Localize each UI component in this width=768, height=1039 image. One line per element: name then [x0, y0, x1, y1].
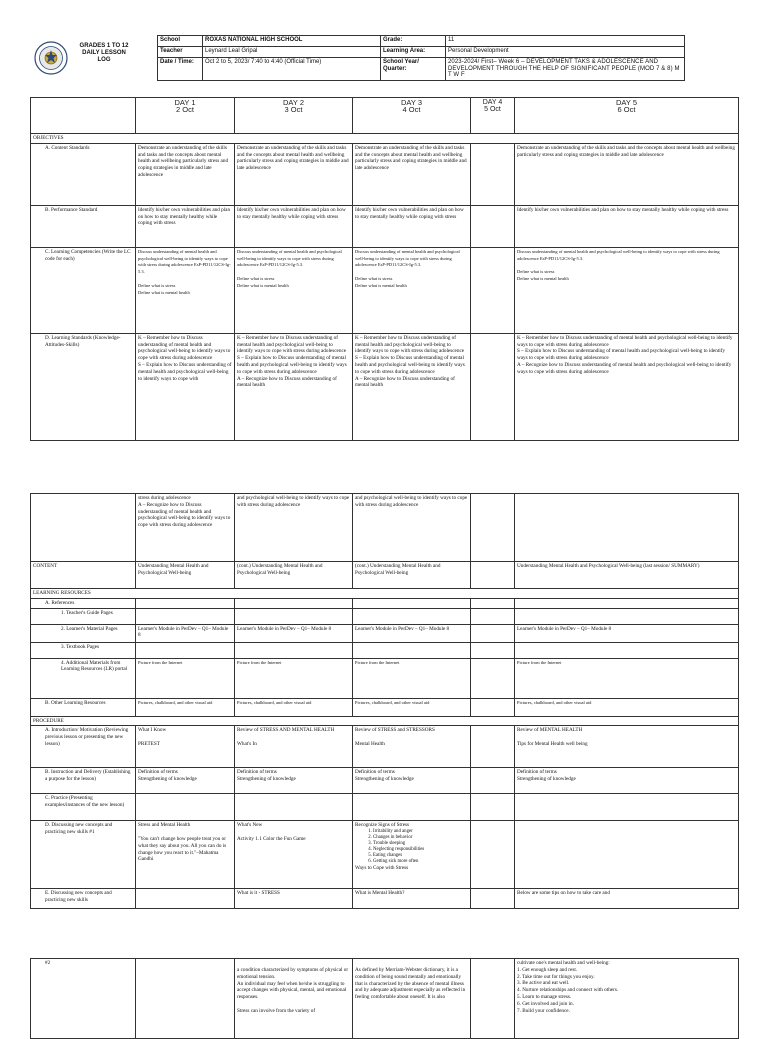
learning-competencies-label: C. Learning Competencies (Write the LC code for each)	[31, 247, 136, 333]
cell: What is it - STRESS	[235, 889, 353, 909]
cell	[515, 821, 739, 889]
cell: Definition of terms Strengthening of knowledge	[235, 768, 353, 794]
cell: Learner's Module in PerDev – Q1– Module 8	[136, 624, 235, 642]
cell: Picture from the Internet	[515, 658, 739, 698]
cell: Understanding Mental Health and Psychological Well-being (last session/ SUMMARY)	[515, 562, 739, 589]
cell: Review of MENTAL HEALTH Tips for Mental Health well being	[515, 726, 739, 768]
textbook-label: 3. Textbook Pages	[31, 642, 136, 658]
blank-header-cell	[31, 98, 136, 134]
cell: Demonstrate an understanding of the skills and tasks and the concepts about mental health and wellbeing particularly stress and coping strategies in middle and late adolescence	[515, 143, 739, 205]
cell: Understanding Mental Health and Psychological Well-being	[136, 562, 235, 589]
cell	[471, 333, 515, 440]
instruction-label: B. Instruction and Delivery (Establishing a purpose for the lesson)	[31, 768, 136, 794]
cell	[471, 624, 515, 642]
cell: What is Mental Health?	[353, 889, 471, 909]
learning-standards-row	[31, 333, 739, 440]
discussing-2-label: E. Discussing new concepts and practicing new skills	[31, 889, 136, 909]
cell	[471, 205, 515, 247]
cell	[471, 562, 515, 589]
other-resources-row	[31, 698, 739, 716]
school-label: School	[158, 36, 203, 47]
cell: Discuss understanding of mental health and psychological well-being to identify ways to cope with stress during adolescence EsP-PD11/12CS-Ig-5.3. Define what is stress Define what is mental health	[136, 247, 235, 333]
content-label: CONTENT	[31, 562, 136, 589]
cell: Discuss understanding of mental health and psychological well-being to identify ways to cope with stress during adolescence EsP-PD11/12CS-Ig-5.3. Define what is stress Define what is mental health	[353, 247, 471, 333]
cell: Definition of terms Strengthening of knowledge	[136, 768, 235, 794]
dll-table-page-1	[30, 97, 739, 441]
cell: Identify his/her own vulnerabilities and plan on how to stay mentally healthy while coping with stress	[136, 205, 235, 247]
cell: Review of STRESS AND MENTAL HEALTH What's In	[235, 726, 353, 768]
performance-standard-row	[31, 205, 739, 247]
cell: Learner's Module in PerDev – Q1– Module 8	[235, 624, 353, 642]
content-row	[31, 562, 739, 589]
cell: Identify his/her own vulnerabilities and plan on how to stay mentally healthy while coping with stress	[515, 205, 739, 247]
cell: Below are some tips on how to take care and	[515, 889, 739, 909]
cell: Definition of terms Strengthening of knowledge	[353, 768, 471, 794]
learners-material-row	[31, 624, 739, 642]
cell: cultivate one's mental health and well-being: 1. Get enough sleep and rest. 2. Take time out for things you enjoy. 3. Be active and eat well. 4. Nurture relationships and connect with others. 5. Learn to manage stress. 6. Get involved and join in. 7. Build your confidence.	[515, 959, 739, 1039]
practice-row	[31, 794, 739, 821]
learning-area-label: Learning Area:	[381, 47, 446, 58]
header-row-teacher	[158, 47, 685, 58]
cell	[136, 889, 235, 909]
day-header-row	[31, 98, 739, 134]
cell	[515, 494, 739, 562]
cell: What's New Activity 1.1 Color the Fun Game	[235, 821, 353, 889]
cell: (cont.) Understanding Mental Health and Psychological Well-being	[235, 562, 353, 589]
cell	[471, 768, 515, 794]
teacher-label: Teacher	[158, 47, 203, 58]
day-1-header: DAY 1 2 Oct	[136, 98, 235, 134]
textbook-row	[31, 642, 739, 658]
objectives-row	[31, 134, 739, 144]
cell: Review of STRESS and STRESSORS Mental Health	[353, 726, 471, 768]
performance-standard-label: B. Performance Standard	[31, 205, 136, 247]
date-time-label: Date / Time:	[158, 58, 203, 81]
deped-seal-logo	[34, 41, 68, 75]
cell: Picture from the Internet	[136, 658, 235, 698]
learning-resources-row	[31, 589, 739, 599]
cell: What I Know PRETEST	[136, 726, 235, 768]
cell: Pictures, chalkboard, and other visual aid	[515, 698, 739, 716]
cell	[471, 821, 515, 889]
cell: Definition of terms Strengthening of knowledge	[515, 768, 739, 794]
grade-label: Grade:	[381, 36, 446, 47]
references-label: A. References	[31, 598, 136, 608]
cell: Stress and Mental Health "You can't change how people treat you or what they say about you. All you can do is change how you react to it."–Mahatma Gandhi	[136, 821, 235, 889]
stress-signs-list: 1. Irritability and anger 2. Changes in behavior 3. Trouble sleeping 4. Neglecting responsibilities 5. Eating changes 6. Getting sick more often	[355, 829, 468, 865]
cell: Demonstrate an understanding of the skills and tasks and the concepts about mental health and wellbeing particularly stress and coping strategies in middle and late adolescence	[235, 143, 353, 205]
learning-competencies-row	[31, 247, 739, 333]
cell: Learner's Module in PerDev – Q1– Module 8	[515, 624, 739, 642]
day-4-header: DAY 4 5 Oct	[471, 98, 515, 134]
cell	[136, 959, 235, 1039]
cell	[471, 494, 515, 562]
cell: a condition characterized by symptoms of physical or emotional tension. An individual may feel when he/she is struggling to accept changes with physical, mental, and emotional responses. Stress can involve from the variety of	[235, 959, 353, 1039]
header-row-school	[158, 36, 685, 47]
cell: stress during adolescence A – Recognize how to Discuss understanding of mental health and psychological well-being to identify ways to cope with stress during adolescence	[136, 494, 235, 562]
additional-materials-label: 4. Additional Materials from Learning Resources (LR) portal	[31, 658, 136, 698]
cell: As defined by Merriam-Webster dictionary, it is a condition of being sound mentally and emotionally that is characterized by the absence of mental illness and by adequate adjustment especially as reflected in feeling comfortable about oneself. It is also	[353, 959, 471, 1039]
content-standards-row	[31, 143, 739, 205]
discussing-2-cont-row	[31, 959, 739, 1039]
cell: Demonstrate an understanding of the skills and tasks and the concepts about mental health and wellbeing particularly stress and coping strategies in middle and late adolescence	[353, 143, 471, 205]
cell: K – Remember how to Discuss understanding of mental health and psychological well-being to identify ways to cope with stress during adolescence S – Explain how to Discuss understanding of mental health and psychological well-being to identify ways to cope with	[136, 333, 235, 440]
discussing-1-row	[31, 821, 739, 889]
school-value: ROXAS NATIONAL HIGH SCHOOL	[203, 36, 381, 47]
cell: and psychological well-being to identify ways to cope with stress during adolescence	[353, 494, 471, 562]
cell: and psychological well-being to identify ways to cope with stress during adolescence	[235, 494, 353, 562]
teacher-value: Leynard Leal Gripal	[203, 47, 381, 58]
day-2-header: DAY 2 3 Oct	[235, 98, 353, 134]
practice-label: C. Practice (Presenting examples/instances of the new lesson)	[31, 794, 136, 821]
other-resources-label: B. Other Learning Resources	[31, 698, 136, 716]
discussing-1-label: D. Discussing new concepts and practicing new skills #1	[31, 821, 136, 889]
procedure-label: PROCEDURE	[31, 716, 739, 726]
instruction-row	[31, 768, 739, 794]
cell: Recognize Signs of Stress 1. Irritability and anger 2. Changes in behavior 3. Trouble sleeping 4. Neglecting responsibilities 5. Eating changes 6. Getting sick more often Ways to Cope with Stress	[353, 821, 471, 889]
content-standards-label: A. Content Standards	[31, 143, 136, 205]
cell	[471, 959, 515, 1039]
cell: (cont.) Understanding Mental Health and Psychological Well-being	[353, 562, 471, 589]
discussing-2-cont-label: #2	[31, 959, 136, 1039]
introduction-label: A. Introduction/ Motivation (Reviewing previous lesson or presenting the new lesson)	[31, 726, 136, 768]
school-year-label: School Year/ Quarter:	[381, 58, 446, 81]
learning-resources-label: LEARNING RESOURCES	[31, 589, 739, 599]
cell: Discuss understanding of mental health and psychological well-being to identify ways to cope with stress during adolescence EsP-PD11/12CS-Ig-5.3. Define what is stress Define what is mental health	[515, 247, 739, 333]
learners-material-label: 2. Learner's Material Pages	[31, 624, 136, 642]
cell: Picture from the Internet	[235, 658, 353, 698]
introduction-row	[31, 726, 739, 768]
cell	[471, 726, 515, 768]
header-info-table	[157, 35, 685, 81]
cell	[471, 143, 515, 205]
cell: Pictures, chalkboard, and other visual aid	[136, 698, 235, 716]
dll-table-page-3	[30, 958, 739, 1039]
cell: Identify his/her own vulnerabilities and plan on how to stay mentally healthy while coping with stress	[353, 205, 471, 247]
cell: Pictures, chalkboard, and other visual aid	[353, 698, 471, 716]
learning-standards-cont-row	[31, 494, 739, 562]
learning-area-value: Personal Development	[446, 47, 685, 58]
cell	[471, 698, 515, 716]
cell: Picture from the Internet	[353, 658, 471, 698]
cell	[471, 247, 515, 333]
cell: K – Remember how to Discuss understanding of mental health and psychological well-being to identify ways to cope with stress during adolescence S – Explain how to Discuss understanding of mental health and psychological well-being to identify ways to cope with stress during adolescence A – Recognize how to Discuss understanding of mental health and psychological well-being to identify ways to cope with stress during adolescence	[515, 333, 739, 440]
dll-table-page-2	[30, 493, 739, 909]
cell: K – Remember how to Discuss understanding of mental health and psychological well-being to identify ways to cope with stress during adolescence S – Explain how to Discuss understanding of mental health and psychological well-being to identify ways to cope with stress during adolescence A – Recognize how to Discuss understanding of mental health	[353, 333, 471, 440]
cell: Learner's Module in PerDev – Q1– Module 8	[353, 624, 471, 642]
header-row-date	[158, 58, 685, 81]
cell	[471, 889, 515, 909]
cell	[31, 494, 136, 562]
cell: Demonstrate an understanding of the skills and tasks and the concepts about mental health and wellbeing particularly stress and coping strategies in middle and late adolescence	[136, 143, 235, 205]
day-3-header: DAY 3 4 Oct	[353, 98, 471, 134]
dll-title: GRADES 1 TO 12 DAILY LESSON LOG	[79, 43, 129, 63]
cell: Identify his/her own vulnerabilities and plan on how to stay mentally healthy while coping with stress	[235, 205, 353, 247]
cell: K – Remember how to Discuss understanding of mental health and psychological well-being to identify ways to cope with stress during adolescence S – Explain how to Discuss understanding of mental health and psychological well-being to identify ways to cope with stress during adolescence A – Recognize how to Discuss understanding of mental health	[235, 333, 353, 440]
teachers-guide-label: 1. Teacher's Guide Pages	[31, 608, 136, 624]
date-time-value: Oct 2 to 5, 2023/ 7:40 to 4:40 (Official Time)	[203, 58, 381, 81]
school-year-value: 2023-2024/ First– Week 6 – DEVELOPMENT TAKS & ADOLESCENCE AND DEVELOPMENT THROUGH THE HELP OF SIGNIFICANT PEOPLE (MOD 7 & 8) M T W F	[446, 58, 685, 81]
learning-standards-label: D. Learning Standards (Knowledge-Attitudes-Skills)	[31, 333, 136, 440]
cell: Pictures, chalkboard, and other visual aid	[235, 698, 353, 716]
references-row	[31, 598, 739, 608]
objectives-label: OBJECTIVES	[31, 134, 739, 144]
teachers-guide-row	[31, 608, 739, 624]
grade-value: 11	[446, 36, 685, 47]
day-5-header: DAY 5 6 Oct	[515, 98, 739, 134]
discussing-2-row	[31, 889, 739, 909]
additional-materials-row	[31, 658, 739, 698]
procedure-row	[31, 716, 739, 726]
cell	[471, 658, 515, 698]
cell: Discuss understanding of mental health and psychological well-being to identify ways to cope with stress during adolescence EsP-PD11/12CS-Ig-5.3. Define what is stress Define what is mental health	[235, 247, 353, 333]
